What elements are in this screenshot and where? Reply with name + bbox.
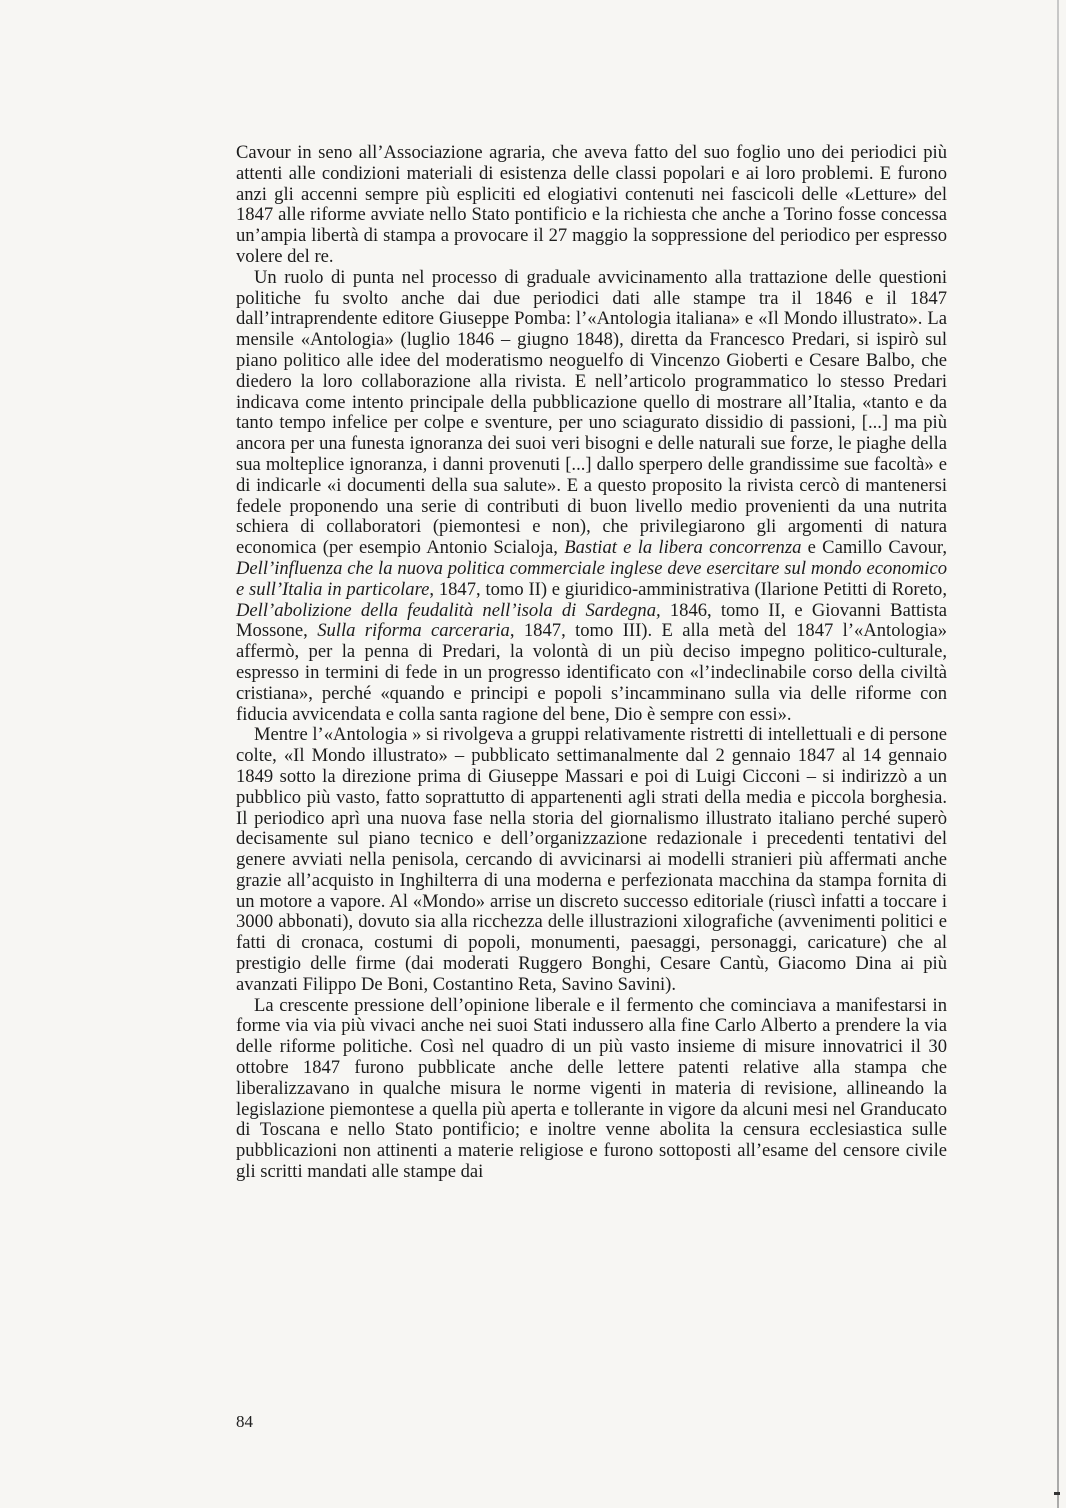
italic-title: Sulla riforma carceraria xyxy=(317,620,510,642)
text-run: Un ruolo di punta nel processo di graduale avvicinamento alla trattazione delle questioni politiche fu svolto anche dai due periodici dati alle stampe tra il 1846 e il 1847 dall’intraprendente editore Giuseppe Pomba: l’«Antologia italiana» e «Il Mondo illustrato». La mensile «Antologia» (luglio 1846 – giugno 1848), diretta da Francesco Predari, si ispirò sul piano politico alle idee del moderatismo neoguelfo di Vincenzo Gioberti e Cesare Balbo, che diedero la loro collaborazione alla rivista. E nell’articolo programmatico lo stesso Predari indicava come intento principale della pubblicazione quello di mostrare all’Italia, «tanto e da tanto tempo infelice per colpe e sventure, per uno sciagurato dissidio di passioni, [...] ma più ancora per una funesta ignoranza dei suoi veri bisogni e delle naturali sue forze, le piaghe della sua molteplice ignoranza, i danni provenuti [...] dallo sperpero delle grandissime sue facoltà» e di indicarle «i documenti della sua salute». E a questo proposito la rivista cercò di mantenersi fedele proponendo una serie di contributi di buon livello medio provenienti da una nutrita schiera di collaboratori (piemontesi e non), che privilegiarono gli argomenti di natura economica (per esempio Antonio Scialoja, xyxy=(236,266,947,559)
page-edge-line xyxy=(1057,0,1059,1508)
text-run: , 1847, tomo III). E alla metà del 1847 l’«Antologia» affermò, per la penna di Predari, la volontà di un più deciso impegno politico-culturale, espresso in termini di fede in un progresso identificato con «l’indeclinabile corso della civiltà cristiana», perché «quando e principi e popoli s’incamminano sulla via delle riforme con fiducia avvicendata e colla santa ragione del bene, Dio è sempre con essi». xyxy=(236,620,947,725)
paragraph xyxy=(236,996,947,1183)
paragraph xyxy=(236,725,947,995)
text-run: 1846, tomo II, e Giovanni Battista Mossone, xyxy=(236,599,947,642)
paragraph xyxy=(236,268,947,726)
italic-title: Bastiat e la libera concorrenza xyxy=(564,537,802,559)
paragraph xyxy=(236,143,947,268)
text-run: e Camillo Cavour, xyxy=(801,537,947,559)
body-text xyxy=(236,143,947,1183)
text-run: Mentre l’«Antologia » si rivolgeva a gruppi relativamente ristretti di intellettuali e di persone colte, «Il Mondo illustrato» – pubblicato settimanalmente dal 2 gennaio 1847 al 14 gennaio 1849 sotto la direzione prima di Giuseppe Massari e poi di Luigi Cicconi – si indirizzò a un pubblico più vasto, fatto soprattutto di appartenenti agli strati della media e piccola borghesia. Il periodico aprì una nuova fase nella storia del giornalismo illustrato italiano perché superò decisamente sul piano tecnico e dell’organizzazione redazionale i precedenti tentativi del genere avviati nella penisola, cercando di avvicinarsi ai modelli stranieri più affermati anche grazie all’acquisto in Inghilterra di una moderna e perfezionata macchina da stampa fornita di un motore a vapore. Al «Mondo» arrise un discreto successo editoriale (riuscì infatti a toccare i 3000 abbonati), dovuto sia alla ricchezza delle illustrazioni xilografiche (avvenimenti politici e fatti di cronaca, costumi di popoli, monumenti, paesaggi, personaggi, caricature) che al prestigio delle firme (dai moderati Ruggero Bonghi, Cesare Cantù, Giacomo Dina ai più avanzati Filippo De Boni, Costantino Reta, Savino Savini). xyxy=(236,724,947,995)
page-edge-mark xyxy=(1054,1492,1060,1495)
italic-title: Dell’influenza che la nuova politica commerciale inglese deve esercitare sul mondo economico e sull’Italia in particolare xyxy=(236,557,947,600)
italic-title: Dell’abolizione della feudalità nell’isola di Sardegna, xyxy=(236,599,661,621)
text-run: La crescente pressione dell’opinione liberale e il fermento che cominciava a manifestarsi in forme via via più vivaci anche nei suoi Stati indussero alla fine Carlo Alberto a prendere la via delle riforme politiche. Così nel quadro di un più vasto insieme di misure innovatrici il 30 ottobre 1847 furono pubblicate anche delle lettere patenti relative alla stampa che liberalizzavano in qualche misura le norme vigenti in materia di revisione, allineando la legislazione piemontese a quella più aperta e tollerante in vigore da alcuni mesi nel Granducato di Toscana e nello Stato pontificio; e inoltre venne abolita la censura ecclesiastica sulle pubblicazioni non attinenti a materie religiose e furono sottoposti all’esame del censore civile gli scritti mandati alle stampe dai xyxy=(236,994,947,1183)
text-run: Cavour in seno all’Associazione agraria, che aveva fatto del suo foglio uno dei periodici più attenti alle condizioni materiali di esistenza delle classi popolari e ai loro problemi. E furono anzi gli accenni sempre più espliciti ed elogiativi contenuti nei fascicoli delle «Letture» del 1847 alle riforme avviate nello Stato pontificio e la richiesta che anche a Torino fosse concessa un’ampia libertà di stampa a provocare il 27 maggio la soppressione del periodico per espresso volere del re. xyxy=(236,142,947,267)
page-number: 84 xyxy=(236,1412,253,1431)
text-run: , 1847, tomo II) e giuridico-amministrativa (Ilarione Petitti di Roreto, xyxy=(429,578,947,600)
